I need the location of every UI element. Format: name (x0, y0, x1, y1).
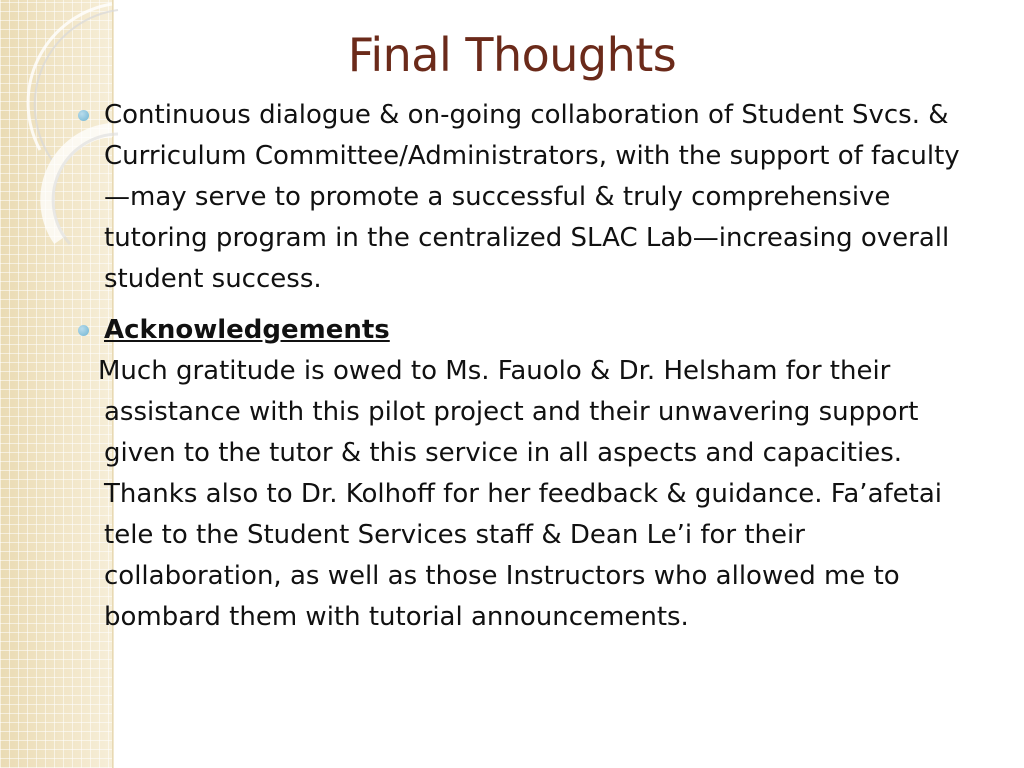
bullet-dot-icon (78, 325, 89, 336)
acknowledgements-heading: Acknowledgements (104, 315, 390, 345)
acknowledgements-paragraph: Much gratitude is owed to Ms. Fauolo & Dr. Helsham for their assistance with this pilot project and their unwavering support given to the tutor & this service in all aspects and capacities. Thanks also to Dr. Kolhoff for her feedback & guidance. Fa’afetai tele to the Student Services staff & Dean Le’i for their collaboration, as well as those Instructors who allowed me to bombard them with tutorial announcements. (98, 356, 943, 632)
bullet-dot-icon (78, 110, 89, 121)
slide-content (98, 95, 974, 638)
bullet-text: Continuous dialogue & on-going collaboration of Student Svcs. & Curriculum Committee/Administrators, with the support of faculty—may serve to promote a successful & truly comprehensive tutoring program in the centralized SLAC Lab—increasing overall student success. (104, 100, 960, 294)
bullet-item (104, 310, 974, 351)
bullet-item (104, 95, 974, 300)
slide-title: Final Thoughts (347, 28, 677, 82)
